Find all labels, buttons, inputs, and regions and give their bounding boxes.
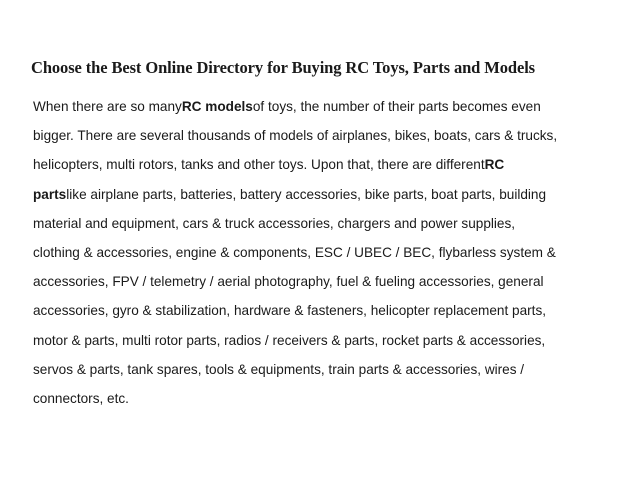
- text-line-7: [33, 267, 619, 296]
- text-run: of toys, the number of their parts becomes even: [252, 99, 541, 114]
- text-line-8: [33, 296, 619, 325]
- text-run: When there are so many: [33, 99, 182, 114]
- bold-term-rc-models: RC models: [181, 99, 253, 114]
- text-run: bigger. There are several thousands of models of airplanes, bikes, boats, cars & trucks,: [33, 128, 558, 144]
- text-line-4: [33, 180, 619, 209]
- body-paragraph: [33, 92, 619, 413]
- text-line-10: [33, 355, 619, 384]
- text-run: servos & parts, tank spares, tools & equipments, train parts & accessories, wires /: [33, 361, 525, 377]
- bold-term-rc: RC: [484, 157, 505, 173]
- text-run: like airplane parts, batteries, battery accessories, bike parts, boat parts, building: [66, 186, 547, 202]
- text-line-2: [33, 121, 619, 150]
- text-line-1: [33, 92, 619, 121]
- text-run: accessories, FPV / telemetry / aerial photography, fuel & fueling accessories, general: [33, 274, 544, 290]
- text-line-11: [33, 384, 619, 413]
- text-run: motor & parts, multi rotor parts, radios / receivers & parts, rocket parts & accessories,: [33, 332, 546, 348]
- text-run: accessories, gyro & stabilization, hardware & fasteners, helicopter replacement parts,: [33, 303, 547, 319]
- text-line-9: [33, 326, 619, 355]
- page-title: Choose the Best Online Directory for Buying RC Toys, Parts and Models: [31, 58, 536, 77]
- text-run: material and equipment, cars & truck accessories, chargers and power supplies,: [33, 215, 516, 231]
- text-run: clothing & accessories, engine & components, ESC / UBEC / BEC, flybarless system &: [33, 244, 556, 260]
- text-run: helicopters, multi rotors, tanks and other toys. Upon that, there are different: [33, 157, 485, 173]
- bold-term-parts: parts: [33, 186, 67, 202]
- text-line-3: [33, 150, 619, 179]
- text-line-6: [33, 238, 619, 267]
- text-run: connectors, etc.: [33, 390, 129, 406]
- text-line-5: [33, 209, 619, 238]
